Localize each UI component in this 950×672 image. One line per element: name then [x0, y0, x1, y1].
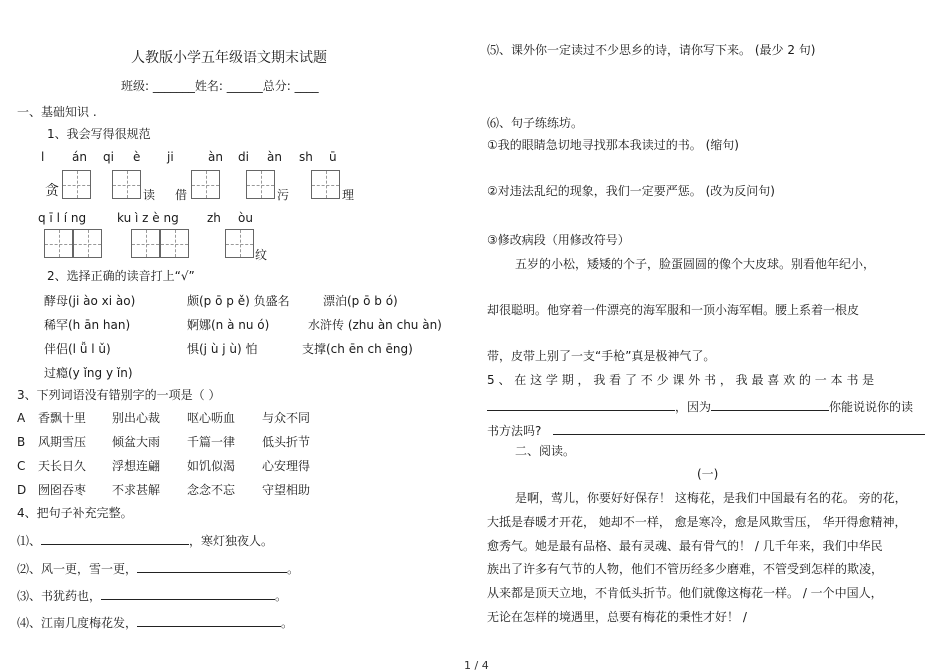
pinyin: zh [207, 211, 221, 225]
paragraph-line: 五岁的小松，矮矮的个子，脸蛋圆圆的像个大皮球。别看他年纪小， [515, 257, 876, 271]
reading-option[interactable]: 惧(j ù j ù) 怕 [187, 342, 258, 356]
question-6-3: ③修改病段（用修改符号） [487, 233, 630, 247]
exam-title: 人教版小学五年级语文期末试题 [131, 50, 327, 66]
option-letter[interactable]: A [17, 411, 26, 425]
writing-box[interactable] [225, 229, 254, 258]
fill-prefix: ⑷、江南几度梅花发， [17, 616, 138, 630]
question-1-label: 1、我会写得很规范 [47, 127, 151, 141]
blank-line[interactable] [137, 560, 287, 573]
pinyin: è [133, 150, 141, 164]
writing-box[interactable] [73, 229, 102, 258]
writing-box[interactable] [44, 229, 73, 258]
pinyin: ū [329, 150, 337, 164]
pinyin: di [238, 150, 249, 164]
option-word: 守望相助 [262, 483, 311, 497]
fill-suffix: ，寒灯独夜人。 [189, 534, 274, 548]
pinyin: ku ì z è ng [117, 211, 179, 225]
char-label: 纹 [255, 248, 268, 262]
reading-line: 无论在怎样的境遇里，总要有梅花的秉性才好！ / [487, 610, 747, 624]
option-letter[interactable]: C [17, 459, 26, 473]
reading-line: 是啊，莺儿，你要好好保存！ 这梅花，是我们中国最有名的花。 旁的花， [515, 491, 907, 505]
writing-box[interactable] [62, 170, 91, 199]
char-label: 污 [277, 188, 290, 202]
page-number: 1 / 4 [464, 659, 489, 672]
blank-line[interactable] [711, 398, 829, 411]
fill-item-2 [17, 560, 299, 575]
reading-option[interactable]: 伴侣(l ǚ l ǔ) [44, 342, 111, 356]
because-label: ，因为 [675, 400, 712, 414]
option-word: 不求甚解 [112, 483, 161, 497]
option-word: 风期雪压 [38, 435, 87, 449]
char-label: 借 [175, 188, 188, 202]
writing-box[interactable] [160, 229, 189, 258]
fill-item-4 [17, 614, 293, 629]
question-6-heading: ⑹、句子练练坊。 [487, 116, 584, 130]
option-word: 别出心裁 [112, 411, 161, 425]
pinyin: ji [167, 150, 174, 164]
pinyin: l [41, 150, 45, 164]
reading-option[interactable]: 水浒传 (zhu àn chu àn) [308, 318, 442, 332]
pinyin: àn [267, 150, 282, 164]
option-letter[interactable]: B [17, 435, 26, 449]
option-word: 心安理得 [262, 459, 311, 473]
blank-line[interactable] [41, 532, 189, 545]
reading-line: 族出了许多有气节的人物，他们不管历经多少磨难，不管受到怎样的欺凌， [487, 562, 884, 576]
reading-option[interactable]: 稀罕(h ān han) [44, 318, 131, 332]
paragraph-line: 却很聪明。他穿着一件漂亮的海军服和一顶小海军帽。腰上系着一根皮 [487, 303, 860, 317]
pinyin: án [72, 150, 87, 164]
blank-line[interactable] [487, 398, 675, 411]
question-7-line [487, 398, 913, 413]
pinyin: sh [299, 150, 313, 164]
question-3-label: 3、下列词语没有错别字的一项是（ ） [17, 388, 221, 402]
char-label: 理 [342, 188, 355, 202]
option-word: 低头折节 [262, 435, 311, 449]
option-letter[interactable]: D [17, 483, 27, 497]
option-word: 香飘十里 [38, 411, 87, 425]
option-word: 如饥似渴 [187, 459, 236, 473]
student-info-line: 班级: _______姓名: ______总分: ____ [121, 79, 319, 93]
fill-prefix: ⑴、 [17, 534, 42, 548]
fill-suffix: 。 [287, 562, 300, 576]
question-6-2: ②对违法乱纪的现象，我们一定要严惩。 (改为反问句) [487, 184, 775, 198]
reading-option[interactable]: 支撑(ch ēn ch ēng) [302, 342, 413, 356]
fill-prefix: ⑶、书犹药也， [17, 589, 102, 603]
question-7-end: 书方法吗? [487, 424, 542, 438]
blank-line[interactable] [553, 422, 925, 435]
question-4-label: 4、把句子补充完整。 [17, 506, 133, 520]
writing-box[interactable] [131, 229, 160, 258]
fill-prefix: ⑵、风一更，雪一更， [17, 562, 138, 576]
question-7-tail: 你能说说你的读 [829, 400, 914, 414]
option-word: 千篇一律 [187, 435, 236, 449]
section-1-heading: 一、基础知识 . [17, 105, 97, 119]
option-word: 念念不忘 [187, 483, 236, 497]
fill-item-1 [17, 532, 273, 547]
pinyin: òu [238, 211, 253, 225]
option-word: 与众不同 [262, 411, 311, 425]
pinyin: qi [103, 150, 114, 164]
paragraph-line: 带，皮带上别了一支“手枪”真是极神气了。 [487, 349, 716, 363]
blank-line[interactable] [137, 614, 281, 627]
question-6-1: ①我的眼睛急切地寻找那本我读过的书。 (缩句) [487, 138, 739, 152]
reading-option[interactable]: 婀娜(n à nu ó) [187, 318, 270, 332]
option-word: 天长日久 [38, 459, 87, 473]
writing-box[interactable] [112, 170, 141, 199]
reading-line: 愈秀气。她是最有品格、最有灵魂、最有骨气的！ / 几千年来，我们中华民 [487, 539, 883, 553]
section-2-heading: 二、阅读。 [515, 444, 576, 458]
writing-box[interactable] [246, 170, 275, 199]
blank-line[interactable] [101, 587, 275, 600]
option-word: 倾盆大雨 [112, 435, 161, 449]
fill-suffix: 。 [275, 589, 288, 603]
writing-box[interactable] [311, 170, 340, 199]
pinyin: q ī l í ng [38, 211, 87, 225]
reading-line: 从来都是顶天立地，不肯低头折节。他们就像这梅花一样。 / 一个中国人， [487, 586, 883, 600]
pinyin: àn [208, 150, 223, 164]
question-7-prompt: 5 、 在 这 学 期 ， 我 看 了 不 少 课 外 书 ， 我 最 喜 欢 的 一 本 书 是 [487, 373, 875, 387]
char-label: 贪 [45, 183, 59, 199]
question-5-prompt: ⑸、课外你一定读过不少思乡的诗，请你写下来。 (最少 2 句) [487, 43, 816, 57]
writing-box[interactable] [191, 170, 220, 199]
fill-item-3 [17, 587, 287, 602]
question-2-label: 2、选择正确的读音打上“√” [47, 269, 195, 283]
char-label: 读 [143, 188, 156, 202]
reading-line: 大抵是春暖才开花， 她却不一样， 愈是寒冷，愈是风欺雪压， 华开得愈精神， [487, 515, 907, 529]
reading-option[interactable]: 漂泊(p ō b ó) [323, 294, 398, 308]
reading-part-1: (一) [697, 467, 719, 481]
reading-option[interactable]: 颇(p ō p ě) 负盛名 [187, 294, 290, 308]
option-word: 囫囵吞枣 [38, 483, 87, 497]
reading-option[interactable]: 酵母(ji ào xi ào) [44, 294, 136, 308]
option-word: 呕心呖血 [187, 411, 236, 425]
fill-suffix: 。 [281, 616, 294, 630]
question-7-line-2 [487, 422, 925, 437]
option-word: 浮想连翩 [112, 459, 161, 473]
reading-option[interactable]: 过瘾(y ǐng y ǐn) [44, 366, 133, 380]
